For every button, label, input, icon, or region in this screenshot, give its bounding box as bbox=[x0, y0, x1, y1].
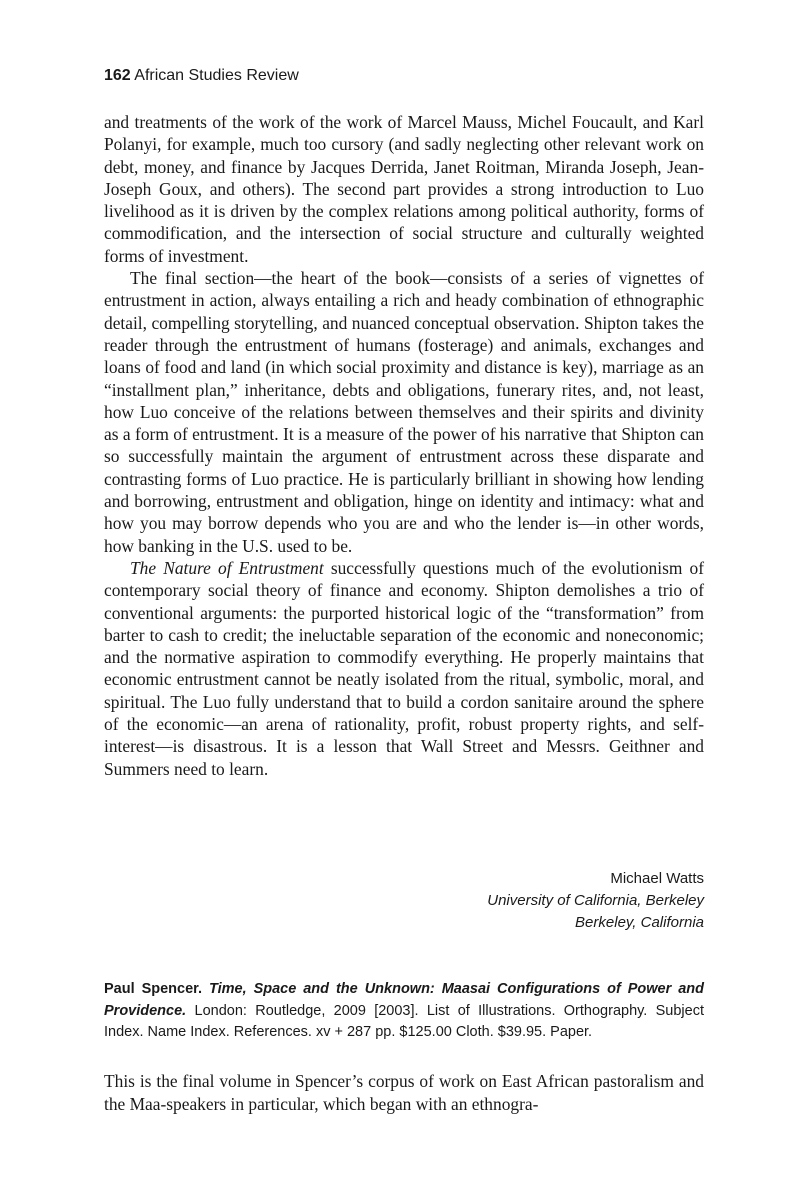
book-citation bbox=[104, 979, 704, 1044]
review-body bbox=[104, 111, 704, 780]
reviewer-name: Michael Watts bbox=[610, 870, 704, 887]
reviewer-affiliation: University of California, Berkeley bbox=[487, 892, 704, 909]
paragraph-1: and treatments of the work of the work of Marcel Mauss, Michel Foucault, and Karl Polanyi, for example, much too cursory (and sadly neglecting other relevant work on debt, money, and finance by Jacques Derrida, Janet Roitman, Miranda Joseph, Jean-Joseph Goux, and others). The second part provides a strong introduction to Luo livelihood as it is driven by the complex relations among political authority, forms of commodification, and the intersection of social structure and culturally weighted forms of investment. bbox=[104, 112, 704, 266]
running-header bbox=[104, 66, 299, 86]
journal-title: African Studies Review bbox=[134, 67, 299, 84]
reviewer-location: Berkeley, California bbox=[575, 914, 704, 931]
paragraph-2: The final section—the heart of the book—consists of a series of vignettes of entrustment in action, always entailing a rich and heady combination of ethnographic detail, compelling storytelling, and nuanced conceptual observation. Shipton takes the reader through the entrustment of humans (fosterage) and animals, exchanges and loans of food and land (in which social proximity and distance is key), marriage as an “installment plan,” inheritance, debts and obligations, funerary rites, and, not least, how Luo conceive of the relations between themselves and their spirits and divinity as a form of entrustment. It is a measure of the power of his narrative that Shipton can so successfully maintain the argument of entrustment across these disparate and contrasting forms of Luo practice. He is particularly brilliant in showing how lending and borrowing, entrustment and obligation, hinge on identity and intimacy: what and how you may borrow depends who you are and who the lender is—in other words, how banking in the U.S. used to be. bbox=[104, 268, 704, 556]
review-2-opening: This is the final volume in Spencer’s corpus of work on East African pastoralism and the Maa-speakers in particular, which began with an ethnogra- bbox=[104, 1071, 704, 1114]
page-number: 162 bbox=[104, 67, 131, 84]
review-2-body bbox=[104, 1070, 704, 1115]
paragraph-3 bbox=[104, 557, 704, 780]
book-title-reference: The Nature of Entrustment bbox=[130, 557, 324, 578]
reviewer-signature bbox=[304, 868, 704, 934]
book-author: Paul Spencer. bbox=[104, 981, 203, 997]
paragraph-3-text: successfully questions much of the evolutionism of contemporary social theory of finance and economy. Shipton demolishes a trio of conventional arguments: the purported historical logic of the “transformation” from barter to cash to credit; the ineluctable separation of the economic and noneconomic; and the normative aspiration to commodify everything. He properly maintains that economic entrustment cannot be neatly isolated from the ritual, symbolic, moral, and spiritual. The Luo fully understand that to build a cordon sanitaire around the sphere of the economic—an arena of rationality, profit, robust property rights, and self-interest—is disastrous. It is a lesson that Wall Street and Messrs. Geithner and Summers need to learn. bbox=[104, 557, 704, 779]
book-title: Time, Space and the Unknown: Maasai Configurations of Power and Providence. bbox=[104, 981, 704, 1019]
book-details: London: Routledge, 2009 [2003]. List of Illustrations. Orthography. Subject Index. Name Index. References. xv + 287 pp. $125.00 Cloth. $39.95. Paper. bbox=[104, 1002, 704, 1040]
